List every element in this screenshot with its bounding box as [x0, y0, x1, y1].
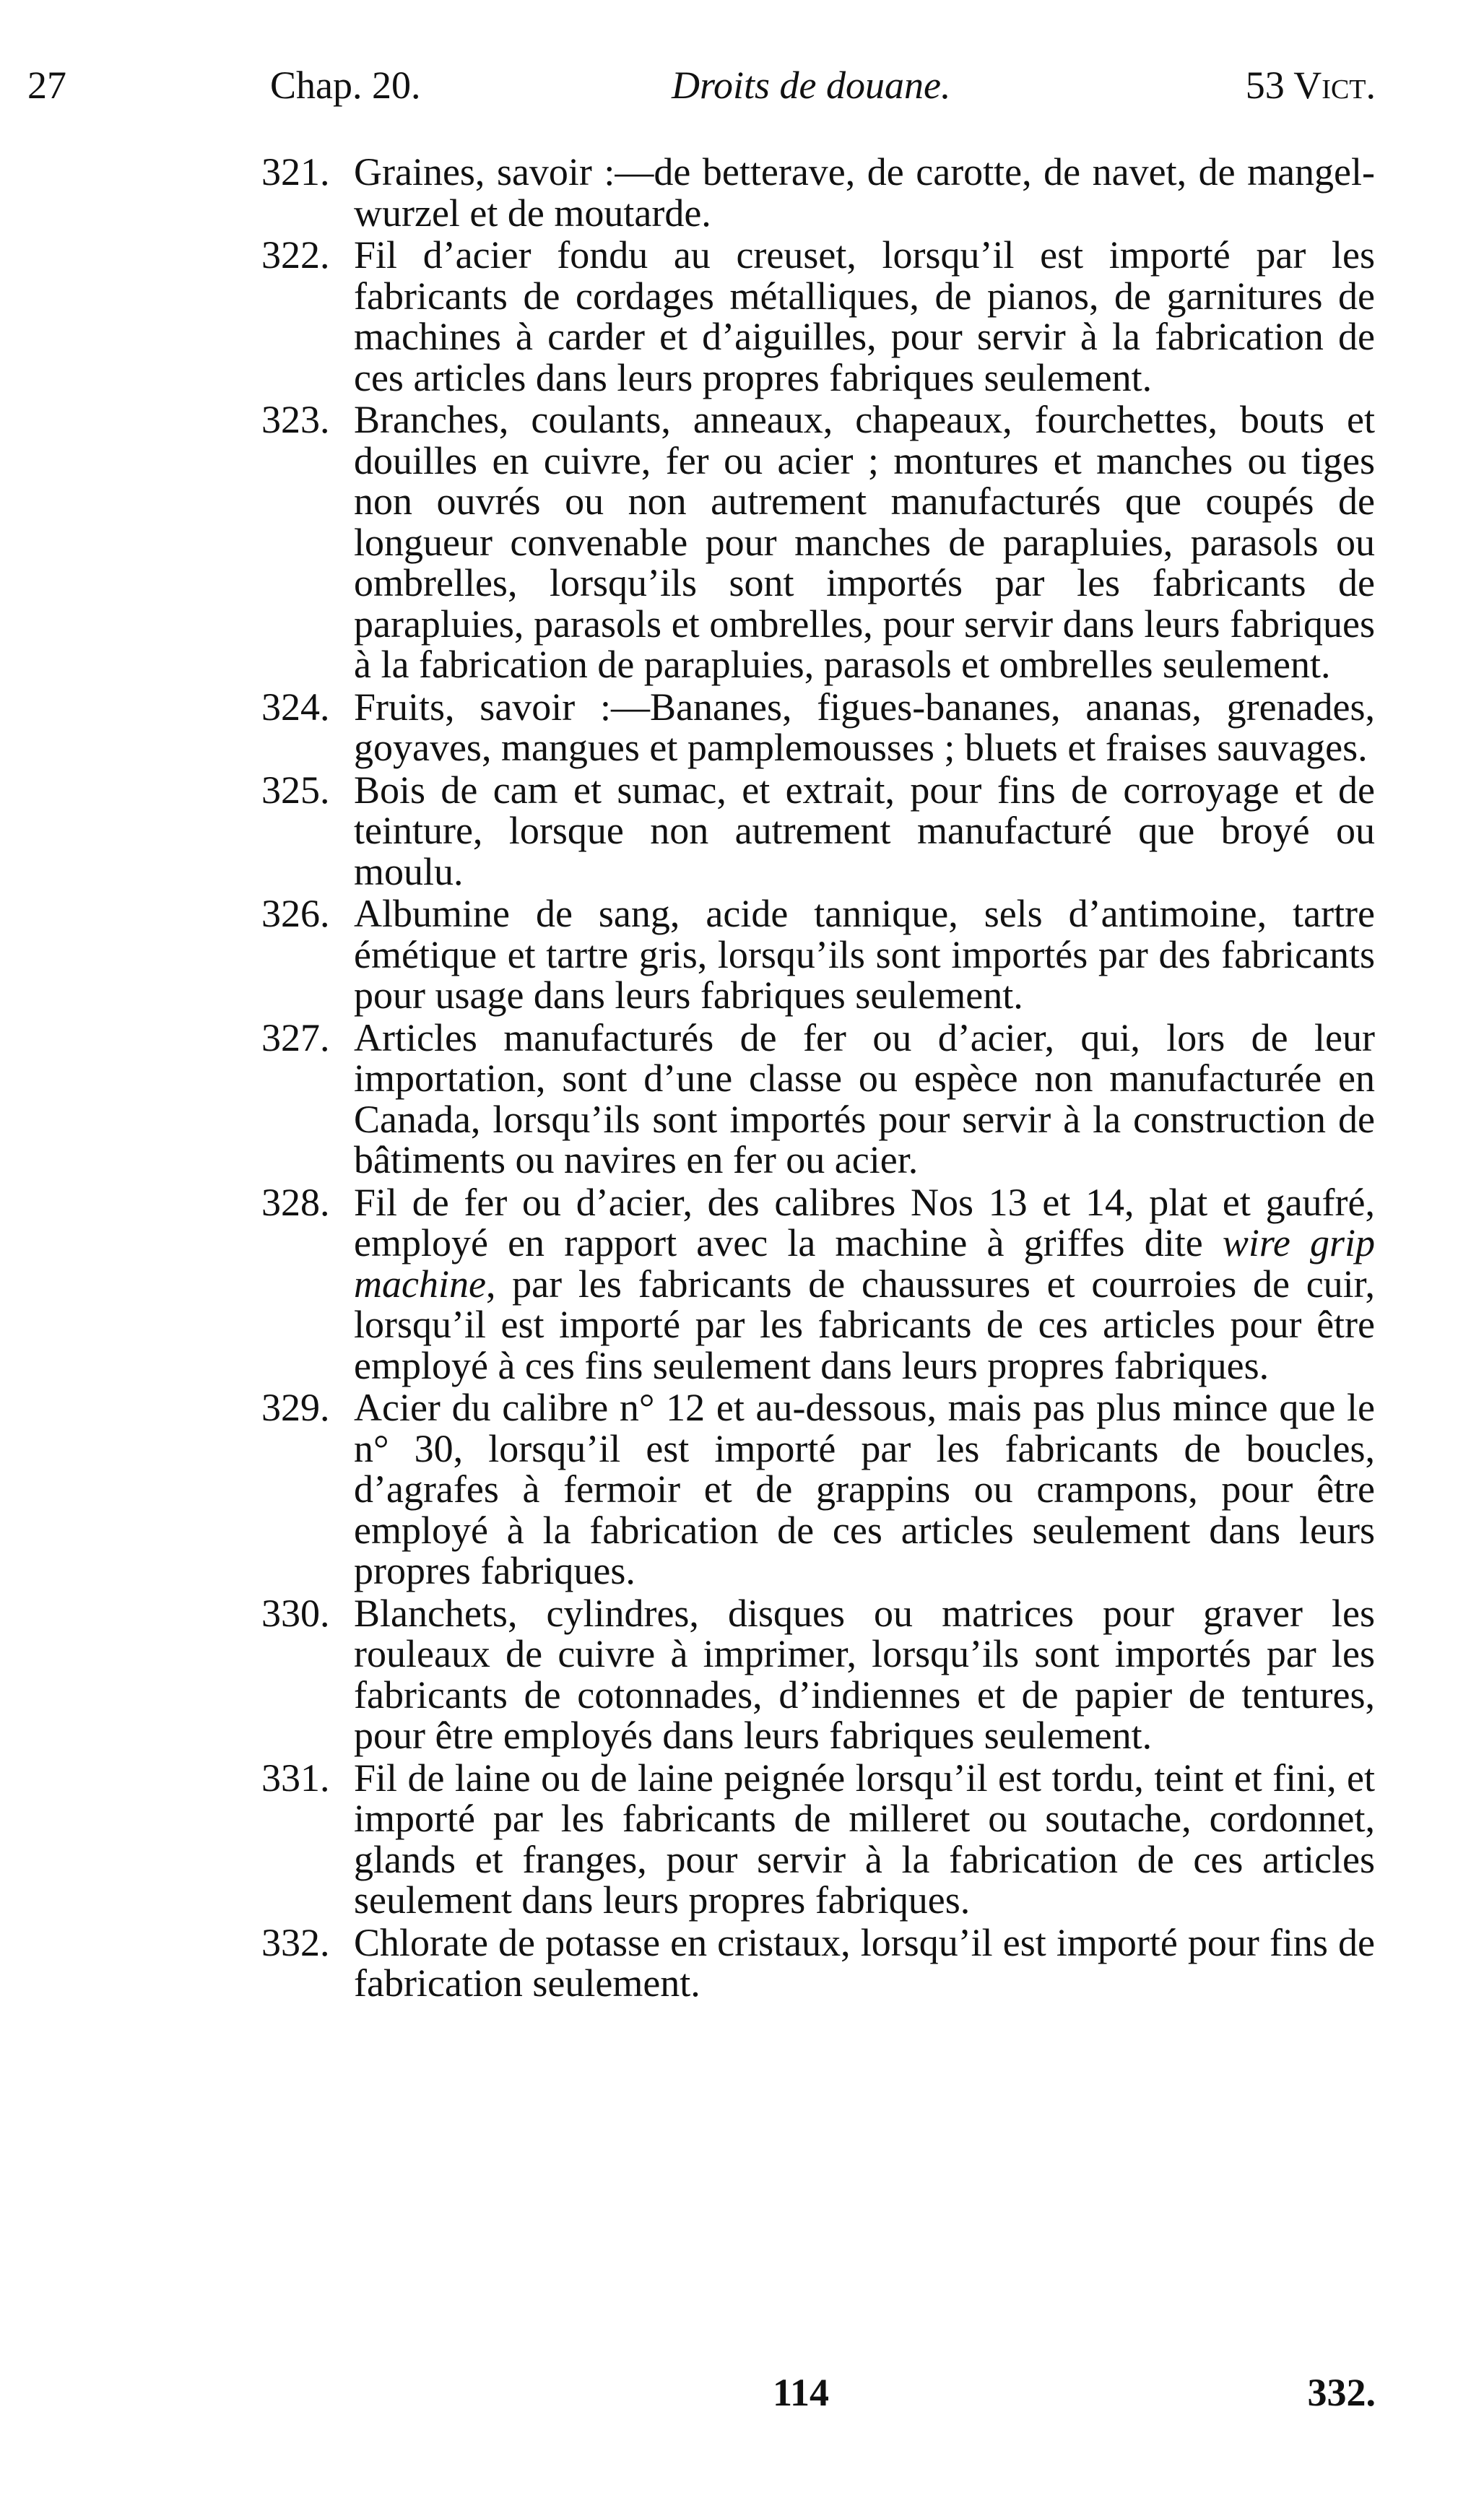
item-text: Albumine de sang, acide tannique, sels d’antimoine, tartre émétique et tartre gris, lorsqu’ils sont importés par des fabricants pour usage dans leurs fabriques seulement.	[354, 892, 1375, 1017]
item-number: 321.	[261, 150, 330, 194]
item-number: 331.	[261, 1756, 330, 1800]
item-number: 332.	[261, 1920, 330, 1964]
item-text: Fil de laine ou de laine peignée lorsqu’il est tordu, teint et fini, et importé par les fabricants de milleret ou soutache, cordonnet, glands et franges, pour servir à la fabrication de ces articles seulement dans leurs propres fabriques.	[354, 1756, 1375, 1922]
tariff-item	[261, 687, 1375, 768]
tariff-item	[261, 770, 1375, 893]
page-title: Droits de douane.	[672, 64, 951, 107]
tariff-item	[261, 1182, 1375, 1387]
item-text: Blanchets, cylindres, disques ou matrices pour graver les rouleaux de cuivre à imprimer, lorsqu’ils sont importés par les fabricants de cotonnades, d’indiennes et de papier de tentures, pour être employés dans leurs fabriques seulement.	[354, 1591, 1375, 1757]
item-number: 326.	[261, 892, 330, 935]
item-number: 330.	[261, 1591, 330, 1635]
tariff-item	[261, 152, 1375, 233]
item-text	[354, 1182, 1375, 1387]
tariff-item	[261, 1758, 1375, 1921]
tariff-item	[261, 1922, 1375, 2004]
page-footer	[0, 2367, 1484, 2418]
catchword-item: 332.	[1307, 2371, 1376, 2414]
item-text-part: , par les fabricants de chaussures et courroies de cuir, lorsqu’il est importé par les fabricants de ces articles pour être employé à ces fins seulement dans leurs propres fabriques.	[354, 1262, 1375, 1387]
item-text-part: Fil de fer ou d’acier, des calibres Nos 13 et 14, plat et gaufré, employé en rapport avec la machine à griffes dite	[354, 1180, 1375, 1264]
item-text: Acier du calibre n° 12 et au-dessous, mais pas plus mince que le n° 30, lorsqu’il est importé par les fabricants de boucles, d’agrafes à fermoir et de grappins ou crampons, pour être employé à la fabrication de ces articles seulement dans leurs propres fabriques.	[354, 1386, 1375, 1592]
tariff-item	[261, 1593, 1375, 1756]
item-text: Branches, coulants, anneaux, chapeaux, fourchettes, bouts et douilles en cuivre, fer ou acier ; montures et manches ou tiges non ouvrés ou non autrement manufacturés que coupés de longueur convenable pour manches de parapluies, parasols ou ombrelles, lorsqu’ils sont importés par les fabricants de parapluies, parasols et ombrelles, pour servir dans leurs fabriques à la fabrication de parapluies, parasols et ombrelles seulement.	[354, 398, 1375, 686]
running-header	[0, 56, 1484, 114]
item-number: 327.	[261, 1015, 330, 1059]
tariff-item	[261, 235, 1375, 398]
item-number: 324.	[261, 685, 330, 729]
page-number: 27	[27, 64, 66, 107]
item-number: 325.	[261, 768, 330, 812]
item-text: Fruits, savoir :—Bananes, figues-bananes, ananas, grenades, goyaves, mangues et pamplemousses ; bluets et fraises sauvages.	[354, 685, 1375, 769]
item-text: Chlorate de potasse en cristaux, lorsqu’il est importé pour fins de fabrication seulement.	[354, 1920, 1375, 2005]
tariff-item	[261, 1015, 1375, 1181]
item-number: 323.	[261, 398, 330, 441]
tariff-item	[261, 1387, 1375, 1592]
tariff-item	[261, 399, 1375, 685]
chapter-label: Chap. 20.	[270, 64, 421, 107]
item-text-italic: wire grip machine	[354, 1221, 1375, 1306]
item-number: 322.	[261, 233, 330, 277]
year-label: 53 Vict.	[1245, 64, 1376, 107]
item-text: Fil d’acier fondu au creuset, lorsqu’il est importé par les fabricants de cordages métalliques, de pianos, de garnitures de machines à carder et d’aiguilles, pour servir à la fabrication de ces articles dans leurs propres fabriques seulement.	[354, 233, 1375, 399]
signature-mark: 114	[773, 2371, 830, 2414]
item-number: 329.	[261, 1386, 330, 1429]
item-text: Graines, savoir :—de betterave, de carotte, de navet, de mangel-wurzel et de moutarde.	[354, 150, 1375, 235]
tariff-item-list	[261, 152, 1375, 2005]
item-text: Bois de cam et sumac, et extrait, pour fins de corroyage et de teinture, lorsque non autrement manufacturé que broyé ou moulu.	[354, 768, 1375, 893]
tariff-item	[261, 893, 1375, 1016]
item-number: 328.	[261, 1180, 330, 1224]
item-text: Articles manufacturés de fer ou d’acier, qui, lors de leur importation, sont d’une classe ou espèce non manufacturée en Canada, lorsqu’ils sont importés pour servir à la construction de bâtiments ou navires en fer ou acier.	[354, 1015, 1375, 1181]
